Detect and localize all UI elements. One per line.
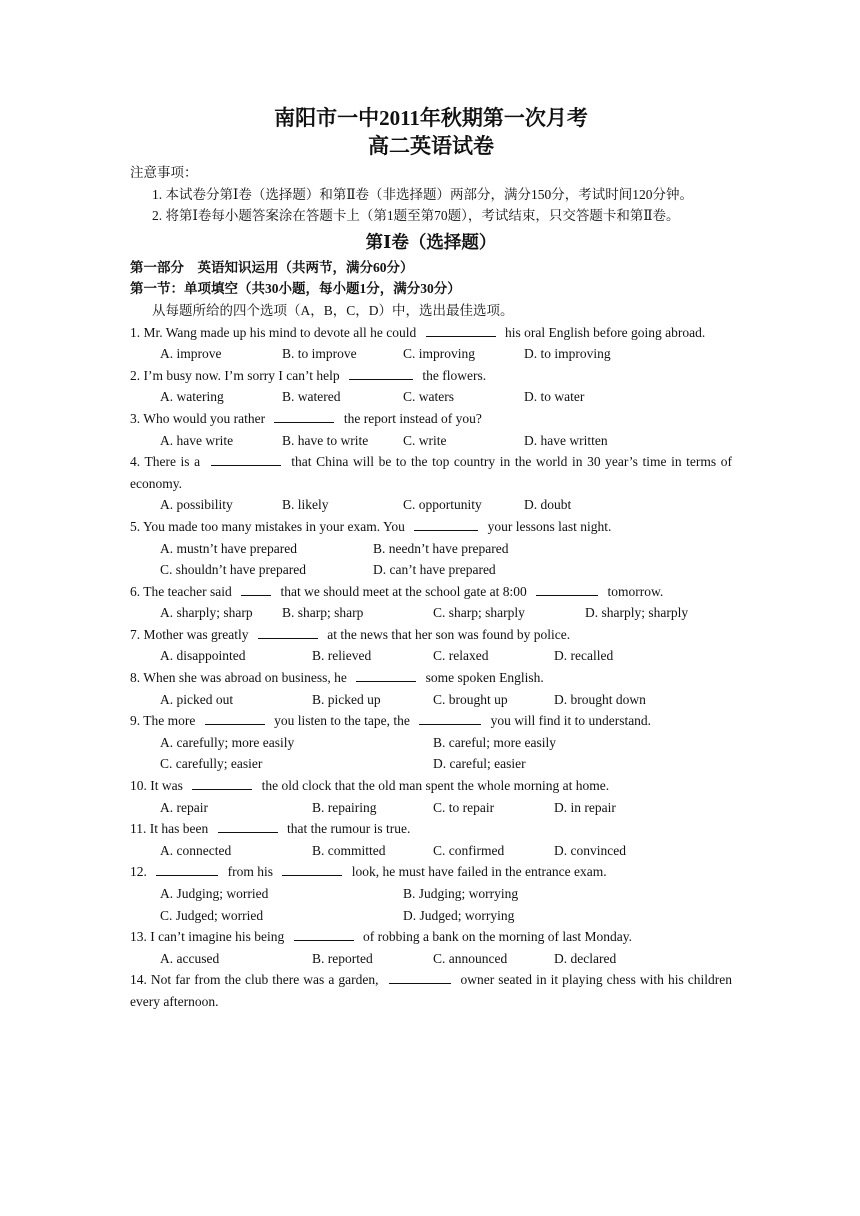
option-d: D. brought down	[554, 691, 646, 707]
option-d: D. to water	[524, 389, 585, 405]
option-b: B. committed	[312, 842, 386, 858]
option-a: A. Judging; worried	[160, 886, 269, 901]
question-text: you will find it to understand.	[487, 713, 652, 729]
question-1	[130, 322, 732, 344]
question-text: from his	[224, 864, 277, 880]
option-b: B. watered	[282, 389, 341, 405]
answer-blank	[282, 862, 342, 876]
question-text: 10. It was	[130, 778, 187, 794]
option-a: A. accused	[160, 950, 220, 966]
question-text: 6. The teacher said	[130, 583, 236, 599]
question-9	[130, 710, 732, 732]
options-row	[130, 343, 732, 365]
options-row	[130, 494, 732, 516]
answer-blank	[274, 409, 334, 423]
question-list	[130, 322, 732, 1013]
options-row	[130, 538, 732, 560]
option-b: B. picked up	[312, 691, 381, 707]
answer-blank	[205, 711, 265, 725]
option-d: D. in repair	[554, 799, 616, 815]
question-text: 1. Mr. Wang made up his mind to devote all he could	[130, 324, 420, 340]
options-row	[130, 559, 732, 581]
answer-blank	[349, 366, 413, 380]
option-c: C. announced	[433, 950, 508, 966]
option-c: C. improving	[403, 346, 476, 362]
exam-title: 南阳市一中2011年秋期第一次月考	[274, 106, 588, 130]
question-text: of robbing a bank on the morning of last Monday.	[359, 929, 633, 945]
option-b: B. Judging; worrying	[403, 886, 519, 901]
options-row	[130, 883, 732, 905]
question-7	[130, 624, 732, 646]
section-title: 第Ⅰ卷（选择题）	[365, 231, 497, 252]
answer-blank	[414, 517, 478, 531]
option-d: D. to improving	[524, 346, 611, 362]
question-text: the old clock that the old man spent the whole morning at home.	[258, 778, 610, 794]
exam-page	[130, 104, 732, 1013]
question-10	[130, 775, 732, 797]
question-12	[130, 861, 732, 883]
option-d: D. declared	[554, 950, 617, 966]
question-4	[130, 451, 732, 494]
options-row	[130, 386, 732, 408]
answer-blank	[258, 625, 318, 639]
option-a: A. watering	[160, 389, 224, 405]
answer-blank	[389, 970, 451, 984]
option-a: A. disappointed	[160, 648, 246, 664]
option-a: A. sharply; sharp	[160, 605, 253, 621]
question-text: some spoken English.	[422, 670, 544, 686]
question-2	[130, 365, 732, 387]
option-c: C. relaxed	[433, 648, 489, 664]
answer-blank	[211, 452, 281, 466]
options-row	[130, 689, 732, 711]
option-a: A. possibility	[160, 497, 233, 513]
option-d: D. convinced	[554, 842, 626, 858]
question-text: owner seated in it playing chess with his children every afternoon.	[130, 972, 732, 1009]
options-row	[130, 732, 732, 754]
option-d: D. recalled	[554, 648, 614, 664]
exam-subtitle: 高二英语试卷	[368, 134, 494, 158]
option-c: C. shouldn’t have prepared	[160, 562, 306, 578]
question-text: 7. Mother was greatly	[130, 626, 252, 642]
answer-blank	[356, 668, 416, 682]
question-text: 5. You made too many mistakes in your exam. You	[130, 518, 409, 534]
question-text: 3. Who would you rather	[130, 410, 269, 426]
question-text: 12.	[130, 864, 151, 880]
question-text: 2. I’m busy now. I’m sorry I can’t help	[130, 367, 343, 383]
option-a: A. picked out	[160, 691, 234, 707]
question-text: that the rumour is true.	[283, 821, 411, 837]
options-row	[130, 753, 732, 775]
question-text: at the news that her son was found by police.	[323, 626, 571, 642]
question-14	[130, 969, 732, 1012]
option-c: C. Judged; worried	[160, 907, 264, 923]
question-text: that China will be to the top country in the world in 30 year’s time in terms of economy.	[130, 454, 732, 491]
option-a: A. mustn’t have prepared	[160, 540, 297, 556]
question-text: look, he must have failed in the entrance exam.	[348, 864, 607, 880]
option-c: C. confirmed	[433, 842, 505, 858]
question-text: tomorrow.	[604, 583, 664, 599]
note-item-1: 1. 本试卷分第Ⅰ卷（选择题）和第Ⅱ卷（非选择题）两部分，满分150分，考试时间120分钟。	[152, 186, 694, 202]
options-row	[130, 645, 732, 667]
option-c: C. write	[403, 432, 447, 448]
part-heading: 第一部分 英语知识运用（共两节，满分60分）	[130, 259, 414, 275]
option-d: D. careful; easier	[433, 756, 526, 772]
answer-blank	[192, 776, 252, 790]
option-c: C. carefully; easier	[160, 756, 263, 772]
question-text: you listen to the tape, the	[270, 713, 414, 729]
question-text: the flowers.	[418, 367, 487, 383]
question-text: your lessons last night.	[484, 518, 612, 534]
option-a: A. improve	[160, 346, 222, 362]
option-b: B. sharp; sharp	[282, 605, 364, 621]
option-b: B. relieved	[312, 648, 372, 664]
answer-blank	[426, 323, 496, 337]
options-row	[130, 602, 732, 624]
question-11	[130, 818, 732, 840]
subpart-heading: 第一节：单项填空（共30小题，每小题1分，满分30分）	[130, 281, 461, 297]
option-d: D. Judged; worrying	[403, 907, 515, 923]
option-d: D. have written	[524, 432, 608, 448]
question-text: the report instead of you?	[340, 410, 482, 426]
option-a: A. have write	[160, 432, 234, 448]
option-d: D. doubt	[524, 497, 572, 513]
answer-blank	[536, 582, 598, 596]
option-b: B. reported	[312, 950, 373, 966]
question-text: his oral English before going abroad.	[501, 324, 706, 340]
notes-label: 注意事项：	[130, 165, 198, 180]
option-c: C. opportunity	[403, 497, 482, 513]
question-text: 11. It has been	[130, 821, 212, 837]
question-8	[130, 667, 732, 689]
question-13	[130, 926, 732, 948]
answer-blank	[218, 819, 278, 833]
option-c: C. to repair	[433, 799, 495, 815]
options-row	[130, 948, 732, 970]
option-b: B. needn’t have prepared	[373, 540, 509, 556]
question-text: 13. I can’t imagine his being	[130, 929, 288, 945]
note-item-2: 2. 将第Ⅰ卷每小题答案涂在答题卡上（第1题至第70题），考试结束，只交答题卡和第Ⅱ卷。	[152, 208, 680, 224]
options-row	[130, 840, 732, 862]
option-b: B. to improve	[282, 346, 357, 362]
answer-blank	[241, 582, 271, 596]
question-text: 9. The more	[130, 713, 199, 729]
question-text: 8. When she was abroad on business, he	[130, 670, 351, 686]
options-row	[130, 905, 732, 927]
question-5	[130, 516, 732, 538]
option-b: B. repairing	[312, 799, 377, 815]
option-a: A. connected	[160, 842, 232, 858]
answer-blank	[156, 862, 218, 876]
option-a: A. repair	[160, 799, 208, 815]
options-row	[130, 430, 732, 452]
question-6	[130, 581, 732, 603]
option-b: B. have to write	[282, 432, 369, 448]
options-row	[130, 797, 732, 819]
question-text: that we should meet at the school gate at 8:00	[277, 583, 531, 599]
option-c: C. waters	[403, 389, 454, 405]
option-b: B. careful; more easily	[433, 734, 556, 750]
question-text: 14. Not far from the club there was a garden,	[130, 972, 383, 988]
question-text: 4. There is a	[130, 454, 205, 470]
option-d: D. can’t have prepared	[373, 562, 496, 578]
option-c: C. brought up	[433, 691, 508, 707]
instruction-text: 从每题所给的四个选项（A，B，C，D）中，选出最佳选项。	[152, 302, 514, 318]
answer-blank	[294, 927, 354, 941]
option-c: C. sharp; sharply	[433, 605, 525, 621]
option-d: D. sharply; sharply	[585, 605, 689, 621]
answer-blank	[419, 711, 481, 725]
question-3	[130, 408, 732, 430]
option-a: A. carefully; more easily	[160, 734, 295, 750]
option-b: B. likely	[282, 497, 329, 513]
